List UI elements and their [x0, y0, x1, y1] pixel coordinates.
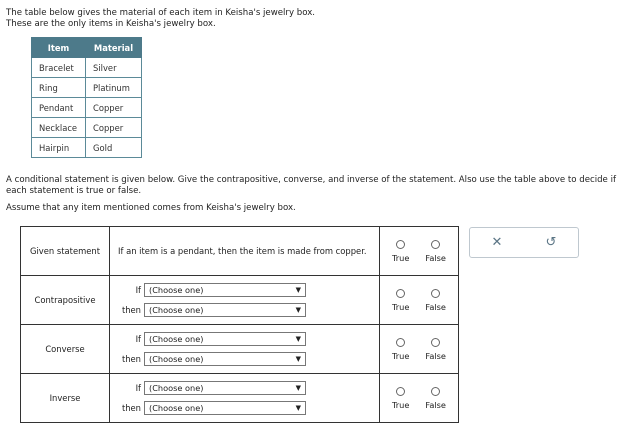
given-truth-cell [380, 227, 459, 276]
table-row [32, 58, 142, 78]
true-option[interactable] [392, 387, 409, 410]
false-option[interactable] [425, 338, 446, 361]
assume-note: Assume that any item mentioned comes from Keisha's jewelry box. [6, 203, 296, 213]
dropdown-arrow-icon: ▼ [295, 286, 301, 294]
if-label: If [135, 383, 141, 393]
converse-if-select[interactable] [144, 332, 306, 346]
table-row [32, 118, 142, 138]
false-option[interactable] [425, 289, 446, 312]
given-statement-cell [110, 227, 380, 276]
intro-line-1: The table below gives the material of each item in Keisha's jewelry box. [6, 8, 316, 18]
inverse-if-select[interactable] [144, 381, 306, 395]
table-row [32, 98, 142, 118]
false-radio[interactable] [431, 240, 440, 249]
false-label: False [425, 350, 446, 361]
true-option[interactable] [392, 289, 409, 312]
true-label: True [392, 301, 410, 312]
statement-table [20, 226, 459, 423]
select-value: (Choose one) [149, 285, 204, 295]
select-value: (Choose one) [149, 403, 204, 413]
dropdown-arrow-icon: ▼ [295, 335, 301, 343]
true-radio[interactable] [396, 338, 405, 347]
given-label: Given statement [21, 227, 110, 276]
converse-truth-cell [380, 325, 459, 374]
given-row [21, 227, 459, 276]
false-radio[interactable] [431, 387, 440, 396]
answer-toolbar [469, 227, 579, 258]
item-cell: Hairpin [32, 138, 86, 158]
select-value: (Choose one) [149, 334, 204, 344]
material-cell: Copper [86, 98, 142, 118]
true-radio[interactable] [396, 387, 405, 396]
dropdown-arrow-icon: ▼ [295, 384, 301, 392]
header-material: Material [86, 38, 142, 58]
dropdown-arrow-icon: ▼ [295, 404, 301, 412]
inverse-then-select[interactable] [144, 401, 306, 415]
then-label: then [121, 305, 141, 315]
item-cell: Necklace [32, 118, 86, 138]
true-label: True [392, 350, 410, 361]
true-radio[interactable] [396, 240, 405, 249]
material-cell: Platinum [86, 78, 142, 98]
intro-line-2: These are the only items in Keisha's jewelry box. [6, 19, 216, 29]
select-value: (Choose one) [149, 383, 204, 393]
true-option[interactable] [392, 338, 409, 361]
false-option[interactable] [425, 240, 446, 263]
contrapositive-if-select[interactable] [144, 283, 306, 297]
material-cell: Silver [86, 58, 142, 78]
material-cell: Copper [86, 118, 142, 138]
contrapositive-truth-cell [380, 276, 459, 325]
given-statement-text: If an item is a pendant, then the item is made from copper. [118, 246, 367, 256]
dropdown-arrow-icon: ▼ [295, 355, 301, 363]
dropdown-arrow-icon: ▼ [295, 306, 301, 314]
converse-then-select[interactable] [144, 352, 306, 366]
contrapositive-row [21, 276, 459, 325]
true-label: True [392, 399, 410, 410]
materials-table [31, 37, 142, 158]
false-radio[interactable] [431, 289, 440, 298]
table-row [32, 78, 142, 98]
contrapositive-label: Contrapositive [21, 276, 110, 325]
select-value: (Choose one) [149, 354, 204, 364]
item-cell: Bracelet [32, 58, 86, 78]
false-label: False [425, 252, 446, 263]
inverse-statement-cell [110, 374, 380, 423]
false-option[interactable] [425, 387, 446, 410]
item-cell: Ring [32, 78, 86, 98]
contrapositive-statement-cell [110, 276, 380, 325]
true-option[interactable] [392, 240, 409, 263]
then-label: then [121, 403, 141, 413]
inverse-truth-cell [380, 374, 459, 423]
materials-header-row [32, 38, 142, 58]
contrapositive-then-select[interactable] [144, 303, 306, 317]
undo-icon[interactable]: ↺ [545, 235, 557, 250]
clear-icon[interactable]: ✕ [491, 235, 503, 250]
false-radio[interactable] [431, 338, 440, 347]
converse-row [21, 325, 459, 374]
inverse-row [21, 374, 459, 423]
table-row [32, 138, 142, 158]
intro-text [6, 8, 315, 30]
conditional-instructions: A conditional statement is given below. Give the contrapositive, converse, and inverse of the statement. Also use the table above to decide if each statement is true or false. [6, 175, 616, 196]
false-label: False [425, 399, 446, 410]
select-value: (Choose one) [149, 305, 204, 315]
inverse-label: Inverse [21, 374, 110, 423]
false-label: False [425, 301, 446, 312]
true-label: True [392, 252, 410, 263]
material-cell: Gold [86, 138, 142, 158]
if-label: If [135, 334, 141, 344]
converse-statement-cell [110, 325, 380, 374]
true-radio[interactable] [396, 289, 405, 298]
converse-label: Converse [21, 325, 110, 374]
header-item: Item [32, 38, 86, 58]
if-label: If [135, 285, 141, 295]
then-label: then [121, 354, 141, 364]
item-cell: Pendant [32, 98, 86, 118]
